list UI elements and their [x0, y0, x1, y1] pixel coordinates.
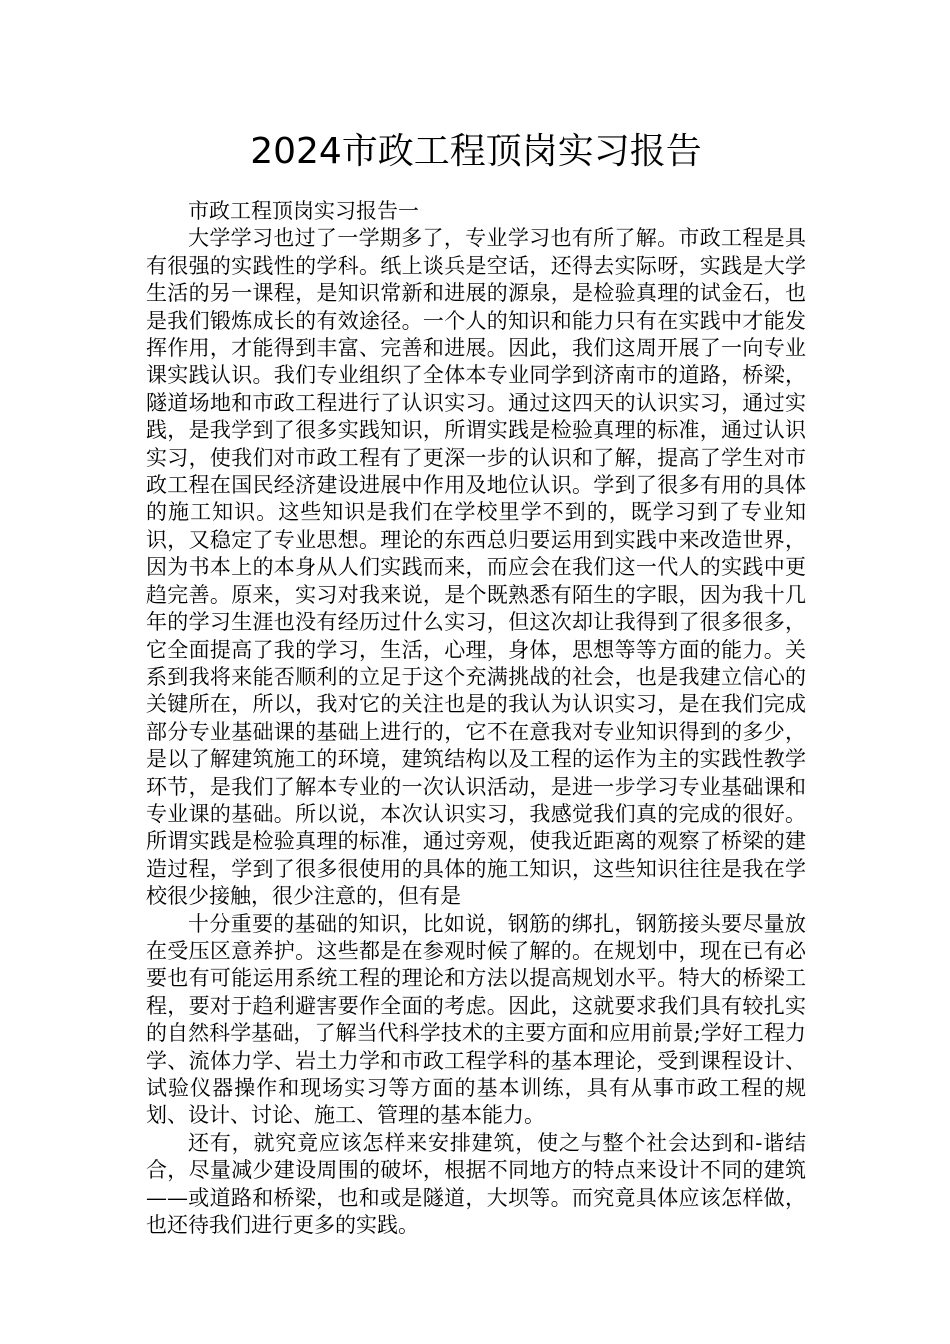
paragraph-2: 十分重要的基础的知识，比如说，钢筋的绑扎，钢筋接头要尽量放在受压区意养护。这些都是在参观时候了解的。在规划中，现在已有必要也有可能运用系统工程的理论和方法以提高规划水平。特大的桥梁工程，要对于趋利避害要作全面的考虑。因此，这就要求我们具有较扎实的自然科学基础，了解当代科学技术的主要方面和应用前景;学好工程力学、流体力学、岩土力学和市政工程学科的基本理论，受到课程设计、试验仪器操作和现场实习等方面的基本训练，具有从事市政工程的规划、设计、讨论、施工、管理的基本能力。 [146, 911, 806, 1128]
paragraph-1: 大学学习也过了一学期多了，专业学习也有所了解。市政工程是具有很强的实践性的学科。纸上谈兵是空话，还得去实际呀，实践是大学生活的另一课程，是知识常新和进展的源泉，是检验真理的试金石，也是我们锻炼成长的有效途径。一个人的知识和能力只有在实践中才能发挥作用，才能得到丰富、完善和进展。因此，我们这周开展了一向专业课实践认识。我们专业组织了全体本专业同学到济南市的道路，桥梁，隧道场地和市政工程进行了认识实习。通过这四天的认识实习，通过实践，是我学到了很多实践知识，所谓实践是检验真理的标准，通过认识实习，使我们对市政工程有了更深一步的认识和了解，提高了学生对市政工程在国民经济建设进展中作用及地位认识。学到了很多有用的具体的施工知识。这些知识是我们在学校里学不到的，既学习到了专业知识，又稳定了专业思想。理论的东西总归要运用到实践中来改造世界，因为书本上的本身从人们实践而来，而应会在我们这一代人的实践中更趋完善。原来，实习对我来说，是个既熟悉有陌生的字眼，因为我十几年的学习生涯也没有经历过什么实习，但这次却让我得到了很多很多，它全面提高了我的学习，生活，心理，身体，思想等等方面的能力。关系到我将来能否顺利的立足于这个充满挑战的社会，也是我建立信心的关键所在，所以，我对它的关注也是的我认为认识实习，是在我们完成部分专业基础课的基础上进行的，它不在意我对专业知识得到的多少，是以了解建筑施工的环境，建筑结构以及工程的运作为主的实践性教学环节，是我们了解本专业的一次认识活动，是进一步学习专业基础课和专业课的基础。所以说，本次认识实习，我感觉我们真的完成的很好。所谓实践是检验真理的标准，通过旁观，使我近距离的观察了桥梁的建造过程，学到了很多很使用的具体的施工知识，这些知识往往是我在学校很少接触，很少注意的，但有是 [146, 226, 806, 909]
section-heading: 市政工程顶岗实习报告一 [188, 199, 419, 223]
document-title: 2024市政工程顶岗实习报告 [250, 131, 702, 172]
document-body [146, 198, 806, 1239]
paragraph-3: 还有，就究竟应该怎样来安排建筑，使之与整个社会达到和-谐结合，尽量减少建设周围的破坏，根据不同地方的特点来设计不同的建筑——或道路和桥梁，也和或是隧道，大坝等。而究竟具体应该怎样做，也还待我们进行更多的实践。 [146, 1130, 806, 1238]
